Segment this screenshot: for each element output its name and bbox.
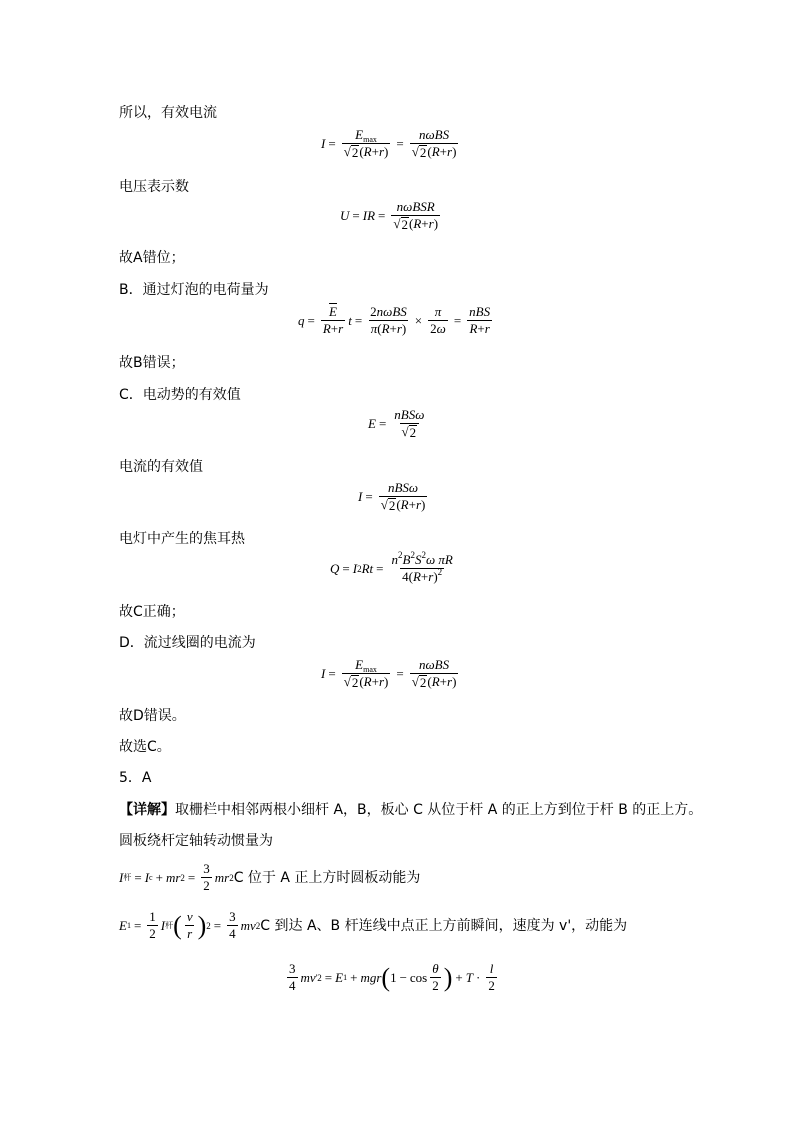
equation-coil-current: I = $E_{max}$ √ 2 (R+r) = nωBS √ 2 (R+r) bbox=[321, 657, 457, 690]
equation-rms-current: I = nBSω √ 2 (R+r) bbox=[358, 480, 426, 513]
equation-energy2: $\frac{3}{4}$ mv '2 = E 1 + mgr ( 1 − cos $\frac{\theta}{2}$ ) + T · $\frac{l}{2}$ bbox=[289, 961, 495, 993]
equation-energy1: E 1 = $\frac{1}{2}$ I 杆 ( $\frac{v}{r}$ ) 2 = $\frac{3}{4}$ mv 2 bbox=[119, 909, 261, 941]
text-line: B．通过灯泡的电荷量为 bbox=[119, 282, 269, 298]
text-line: 故B错误； bbox=[119, 355, 185, 371]
question-number: 5．A bbox=[119, 770, 152, 786]
text-line: 故选C。 bbox=[119, 739, 171, 755]
energy-tail: C 到达 A、B 杆连线中点正上方前瞬间，速度为 v'，动能为 bbox=[260, 917, 628, 934]
inertia-tail: C 位于 A 正上方时圆板动能为 bbox=[233, 869, 421, 886]
text-line: 电灯中产生的焦耳热 bbox=[119, 531, 245, 547]
equation-current: I = $E_{max}$ √ 2 (R+r) = nωBS √ 2 (R+r) bbox=[321, 127, 457, 160]
text-line: 电压表示数 bbox=[119, 179, 189, 195]
explanation-text: 取栅栏中相邻两根小细杆 A，B，板心 C 从位于杆 A 的正上方到位于杆 B 的正上方。 bbox=[175, 802, 703, 818]
detail-tag: 【详解】 bbox=[119, 802, 175, 818]
text-line: 故D错误。 bbox=[119, 708, 186, 724]
text-line: 电流的有效值 bbox=[119, 459, 203, 475]
equation-voltage: U = IR = nωBSR √ 2 (R+r) bbox=[340, 199, 439, 232]
energy-line bbox=[119, 910, 627, 941]
equation-joule-heat: Q = I 2 Rt = $\frac{n^2B^2S^2\omega \pi R}{4(R+r)^2}$ bbox=[330, 550, 453, 584]
text-line: 所以，有效电流 bbox=[119, 105, 217, 121]
text-line: 故C正确； bbox=[119, 604, 185, 620]
equation-charge: q = $\frac{\overline{E}}{R+r}$ t = $\frac{\text{2nωBS}}{\pi(R+r)}$ × $\frac{\pi}{2\omega}$ = $\frac{\text{nBS}}{R+r}$ bbox=[298, 304, 491, 336]
text-line: C．电动势的有效值 bbox=[119, 387, 241, 403]
equation-inertia: I 杆 = I c + mr 2 = $\frac{3}{2}$ mr 2 bbox=[119, 861, 234, 893]
text-line: 故A错位； bbox=[119, 250, 185, 266]
text-line: D．流过线圈的电流为 bbox=[119, 635, 256, 651]
inertia-line bbox=[119, 862, 420, 893]
explanation-line bbox=[119, 801, 702, 819]
equation-emf: E = nBSω √ 2 bbox=[368, 407, 425, 440]
text-line: 圆板绕杆定轴转动惯量为 bbox=[119, 833, 273, 849]
